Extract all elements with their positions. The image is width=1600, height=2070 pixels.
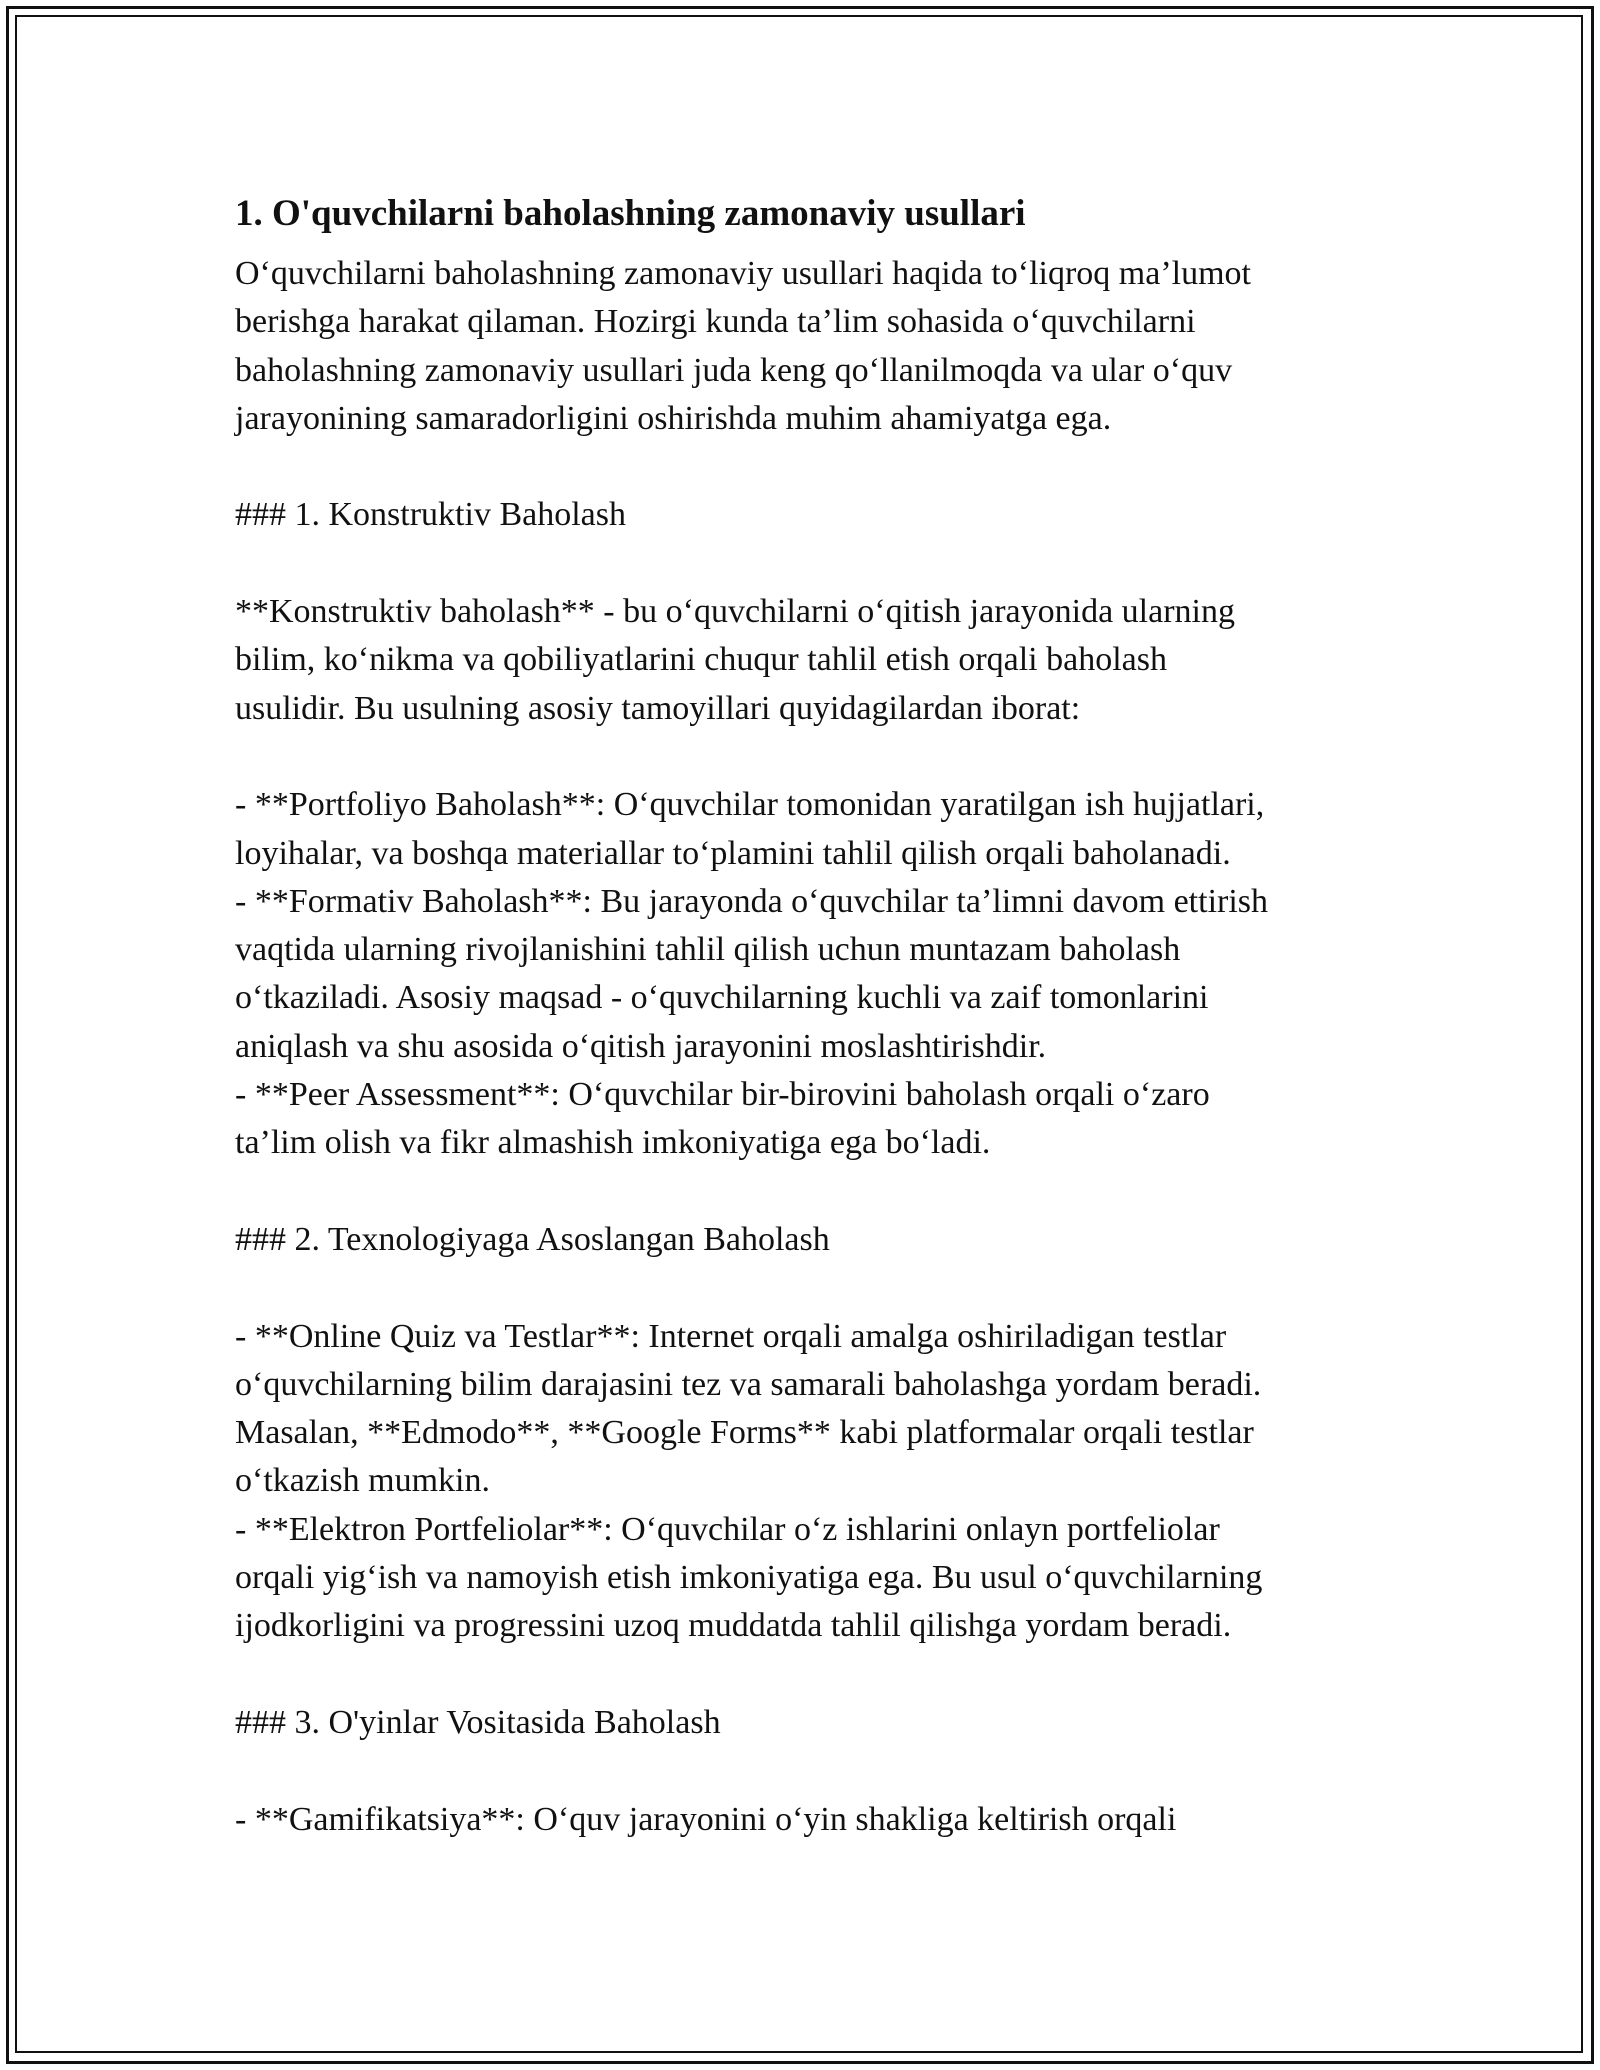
text-line: vaqtida ularning rivojlanishini tahlil qilish uchun muntazam baholash (235, 931, 1181, 969)
section-heading-line: ### 3. O'yinlar Vositasida Baholash (235, 1703, 721, 1741)
blank-line (235, 1264, 1365, 1312)
section-heading-line: ### 1. Konstruktiv Baholash (235, 496, 626, 534)
blank-line (235, 1168, 1365, 1216)
text-line: berishga harakat qilaman. Hozirgi kunda ta’lim sohasida o‘quvchilarni (235, 303, 1196, 341)
text-line: o‘tkazish mumkin. (235, 1462, 490, 1500)
text-line: Masalan, **Edmodo**, **Google Forms** kabi platformalar orqali testlar (235, 1414, 1254, 1452)
text-line: - **Formativ Baholash**: Bu jarayonda o‘quvchilar ta’limni davom ettirish (235, 882, 1269, 920)
text-line: **Konstruktiv baholash** - bu o‘quvchilarni o‘qitish jarayonida ularning (235, 593, 1235, 631)
document-title: 1. O'quvchilarni baholashning zamonaviy usullari (235, 193, 1026, 234)
text-line: ijodkorligini va progressini uzoq muddatda tahlil qilishga yordam beradi. (235, 1607, 1232, 1645)
section-heading-line: ### 2. Texnologiyaga Asoslangan Baholash (235, 1220, 830, 1258)
blank-line (235, 1651, 1365, 1699)
text-line: loyihalar, va boshqa materiallar to‘plamini tahlil qilish orqali baholanadi. (235, 834, 1231, 872)
text-line: aniqlash va shu asosida o‘qitish jarayonini moslashtirishdir. (235, 1027, 1047, 1065)
blank-line (235, 443, 1365, 491)
text-line: - **Elektron Portfeliolar**: O‘quvchilar o‘z ishlarini onlayn portfeliolar (235, 1510, 1220, 1548)
text-line: - **Online Quiz va Testlar**: Internet orqali amalga oshiriladigan testlar (235, 1317, 1227, 1355)
text-line: - **Peer Assessment**: O‘quvchilar bir-birovini baholash orqali o‘zaro (235, 1076, 1210, 1114)
document-text (235, 250, 1365, 1844)
text-line: O‘quvchilarni baholashning zamonaviy usullari haqida to‘liqroq ma’lumot (235, 255, 1251, 292)
text-line: o‘quvchilarning bilim darajasini tez va samarali baholashga yordam beradi. (235, 1365, 1262, 1403)
text-line: bilim, ko‘nikma va qobiliyatlarini chuqur tahlil etish orqali baholash (235, 641, 1167, 679)
text-line: baholashning zamonaviy usullari juda keng qo‘llanilmoqda va ular o‘quv (235, 351, 1233, 389)
blank-line (235, 1747, 1365, 1795)
text-line: o‘tkaziladi. Asosiy maqsad - o‘quvchilarning kuchli va zaif tomonlarini (235, 979, 1209, 1017)
text-line: usulidir. Bu usulning asosiy tamoyillari quyidagilardan iborat: (235, 689, 1081, 727)
blank-line (235, 540, 1365, 588)
text-line: jarayonining samaradorligini oshirishda muhim ahamiyatga ega. (235, 399, 1112, 437)
blank-line (235, 733, 1365, 781)
text-line: - **Portfoliyo Baholash**: O‘quvchilar tomonidan yaratilgan ish hujjatlari, (235, 786, 1265, 824)
text-line: ta’lim olish va fikr almashish imkoniyatiga ega bo‘ladi. (235, 1124, 991, 1162)
document-body (235, 186, 1365, 1844)
text-line: - **Gamifikatsiya**: O‘quv jarayonini o‘yin shakliga keltirish orqali (235, 1800, 1177, 1838)
text-line: orqali yig‘ish va namoyish etish imkoniyatiga ega. Bu usul o‘quvchilarning (235, 1559, 1263, 1597)
